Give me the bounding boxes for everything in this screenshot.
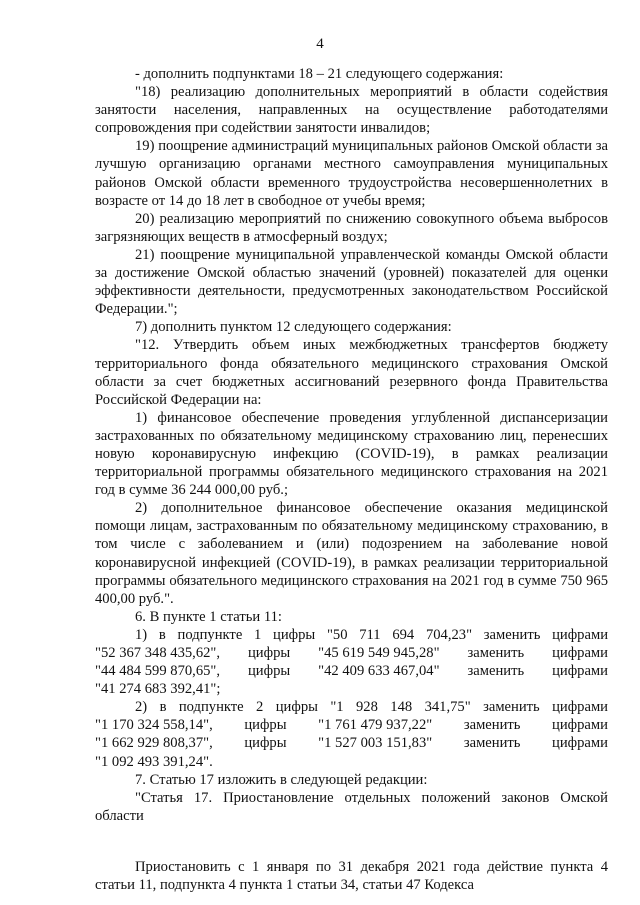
amendment-lead: 1) в подпункте 1 цифры "50 711 694 704,23" заменить цифрами (135, 626, 608, 643)
word: цифрами (552, 735, 608, 752)
word: цифрами (552, 717, 608, 734)
amendment-row (95, 734, 608, 752)
amendment-2 (95, 698, 608, 770)
amount: "44 484 599 870,65", (95, 663, 221, 680)
amount: "1 662 929 808,37", (95, 735, 213, 752)
amount: "42 409 633 467,04" (318, 663, 440, 680)
amount: "1 761 479 937,22" (318, 717, 433, 734)
word: заменить (463, 717, 521, 734)
amount: "52 367 348 435,62", (95, 645, 221, 661)
paragraph: 1) финансовое обеспечение проведения углубленной диспансеризации застрахованных по обязательному медицинскому страхованию лиц, перенесших новую коронавирусную инфекцию (COVID-19), в рамках реализации территориальной программы обязательного медицинского страхования на 2021 год в сумме 36 244 000,00 руб.; (95, 409, 608, 499)
amount: "1 170 324 558,14", (95, 717, 213, 734)
word: цифрами (552, 663, 608, 680)
amendment-row (95, 644, 608, 662)
article-title: "Статья 17. Приостановление отдельных положений законов Омской области (95, 789, 608, 824)
amendment-row (95, 716, 608, 734)
paragraph: - дополнить подпунктами 18 – 21 следующего содержания: (135, 66, 504, 82)
word: заменить (467, 645, 525, 661)
paragraph: 2) дополнительное финансовое обеспечение оказания медицинской помощи лицам, застрахованным по обязательному медицинскому страхованию, в том числе с заболеванием и (или) подозрением на заболевание новой коронавирусной инфекцией (COVID-19), в рамках реализации территориальной программы обязательного медицинского страхования на 2021 год в сумме 750 965 400,00 руб.". (95, 500, 608, 607)
closing-paragraph: Приостановить с 1 января по 31 декабря 2021 года действие пункта 4 статьи 11, подпункта 4 пункта 1 статьи 34, статьи 47 Кодекса (95, 858, 608, 894)
document-body (95, 65, 608, 894)
word: цифры (248, 645, 291, 661)
paragraph: "12. Утвердить объем иных межбюджетных трансфертов бюджету территориального фонда обязательного медицинского страхования Омской области за счет бюджетных ассигнований резервного фонда Правительства Российской Федерации на: (95, 337, 608, 408)
amount: "45 619 549 945,28" (318, 645, 440, 661)
paragraph: 6. В пункте 1 статьи 11: (135, 608, 282, 625)
paragraph: "18) реализацию дополнительных мероприятий в области содействия занятости населения, направленных на осуществление работодателями сопровождения при содействии занятости инвалидов; (95, 84, 608, 137)
amendment-row (95, 662, 608, 680)
word: цифры (244, 717, 287, 734)
word: цифры (244, 735, 287, 752)
amendment-lead: 2) в подпункте 2 цифры "1 928 148 341,75" заменить цифрами (135, 699, 608, 716)
paragraph: 19) поощрение администраций муниципальных районов Омской области за лучшую организацию органами местного самоуправления муниципальных районов Омской области временного трудоустройства несовершеннолетних в возрасте от 14 до 18 лет в свободное от учебы время; (95, 138, 608, 209)
word: цифрами (552, 645, 608, 661)
paragraph: 20) реализацию мероприятий по снижению совокупного объема выбросов загрязняющих веществ в атмосферный воздух; (95, 210, 608, 245)
spacer (95, 825, 608, 858)
word: заменить (463, 735, 521, 752)
word: заменить (467, 663, 525, 680)
word: цифры (248, 663, 291, 680)
amendment-tail: "1 092 493 391,24". (95, 753, 213, 770)
paragraph: 7) дополнить пунктом 12 следующего содержания: (135, 319, 452, 336)
article-intro: 7. Статью 17 изложить в следующей редакции: (135, 771, 428, 788)
amendment-1 (95, 626, 608, 698)
amendment-tail: "41 274 683 392,41"; (95, 681, 221, 698)
page-number: 4 (316, 36, 324, 52)
paragraph: 21) поощрение муниципальной управленческой команды Омской области за достижение Омской областью значений (уровней) показателей для оценки эффективности деятельности, предусмотренных законодательством Российской Федерации."; (95, 246, 608, 318)
amount: "1 527 003 151,83" (318, 735, 433, 752)
